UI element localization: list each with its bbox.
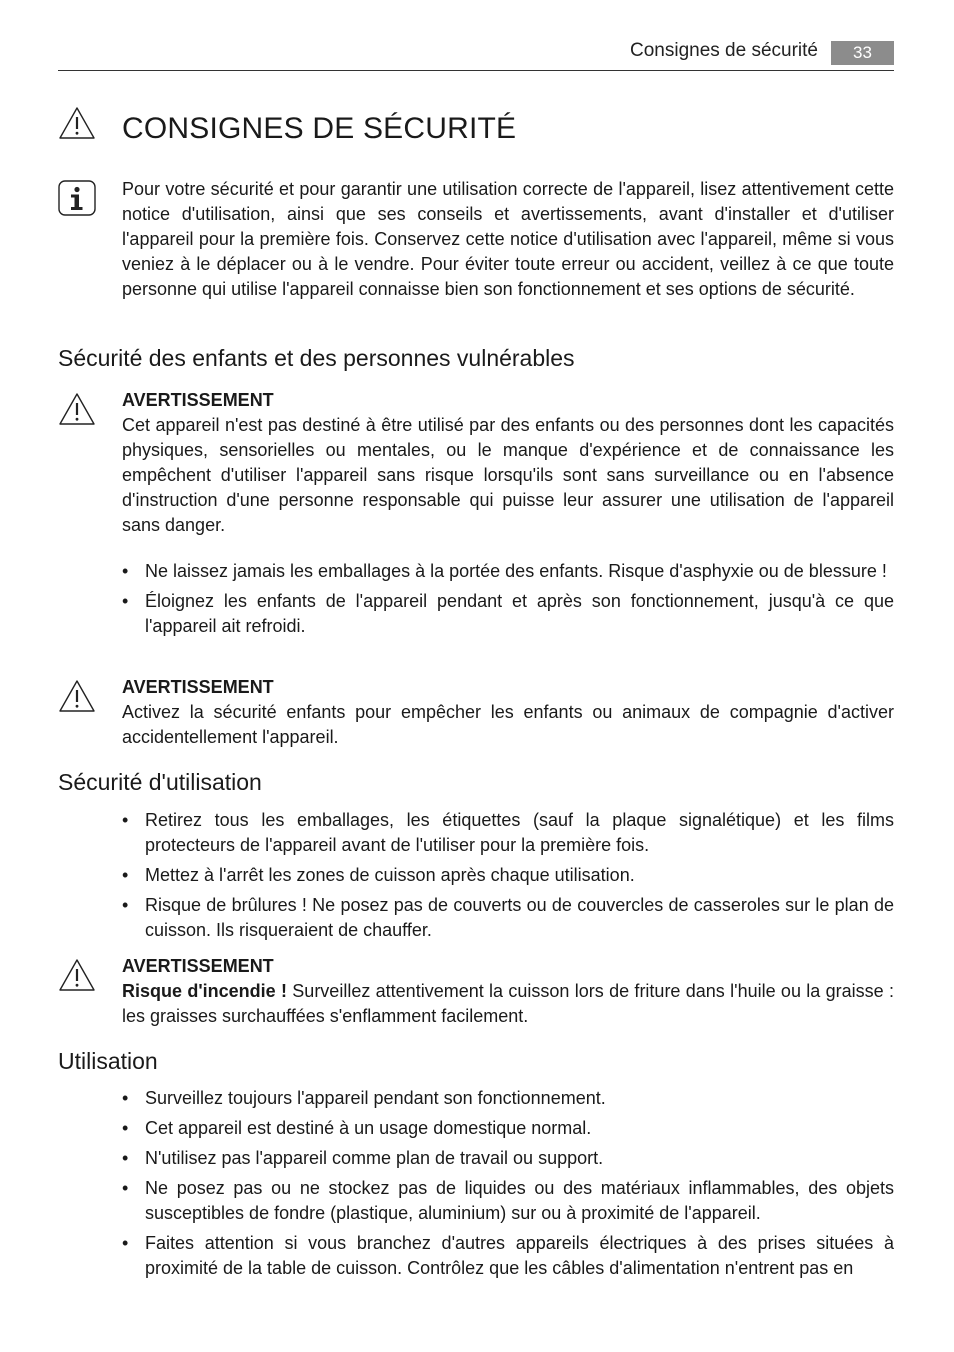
section-heading-children: Sécurité des enfants et des personnes vulnérables [58,345,575,371]
list-item: • Cet appareil est destiné à un usage domestique normal. [122,1116,894,1141]
fire-risk-text: Surveillez attentivement la cuisson lors de friture dans l'huile ou la graisse : les graisses surchauffées s'enflamment facilement. [122,981,894,1026]
warning-triangle-icon [58,106,96,140]
list-item: • N'utilisez pas l'appareil comme plan de travail ou support. [122,1146,894,1171]
warning-triangle-icon [58,392,96,426]
list-item: • Risque de brûlures ! Ne posez pas de couverts ou de couvercles de casseroles sur le plan de cuisson. Ils risqueraient de chauffer. [122,893,894,943]
list-item: • Retirez tous les emballages, les étiquettes (sauf la plaque signalétique) et les films protecteurs de l'appareil avant de l'utiliser pour la première fois. [122,808,894,858]
bullet-list-children [122,559,894,644]
warning-block-children [122,388,894,538]
warning-text: Activez la sécurité enfants pour empêcher les enfants ou animaux de compagnie d'activer accidentellement l'appareil. [122,702,894,747]
info-icon [58,180,96,216]
bullet-list-usage-safety [122,808,894,948]
warning-triangle-icon [58,958,96,992]
warning-label: AVERTISSEMENT [122,677,274,697]
list-item: • Éloignez les enfants de l'appareil pendant et après son fonctionnement, jusqu'à ce que l'appareil ait refroidi. [122,589,894,639]
list-item: • Ne laissez jamais les emballages à la portée des enfants. Risque d'asphyxie ou de blessure ! [122,559,894,584]
page-number: 33 [831,41,894,65]
list-item: • Surveillez toujours l'appareil pendant son fonctionnement. [122,1086,894,1111]
running-header-title: Consignes de sécurité [630,40,818,61]
intro-paragraph: Pour votre sécurité et pour garantir une utilisation correcte de l'appareil, lisez attentivement cette notice d'utilisation, ainsi que ses conseils et avertissements, avant d'installer et d'utiliser l'appareil pour la première fois. Conservez cette notice d'utilisation avec l'appareil, même si vous veniez à le déplacer ou à le vendre. Pour éviter toute erreur ou accident, veillez à ce que toute personne qui utilise l'appareil connaisse bien son fonctionnement et ses options de sécurité. [122,179,894,299]
list-item: • Ne posez pas ou ne stockez pas de liquides ou des matériaux inflammables, des objets susceptibles de fondre (plastique, aluminium) sur ou à proximité de l'appareil. [122,1176,894,1226]
list-item: • Mettez à l'arrêt les zones de cuisson après chaque utilisation. [122,863,894,888]
fire-risk-lead: Risque d'incendie ! [122,981,287,1001]
page-title: CONSIGNES DE SÉCURITÉ [122,112,517,145]
warning-label: AVERTISSEMENT [122,390,274,410]
section-heading-use: Utilisation [58,1048,158,1074]
list-item: • Faites attention si vous branchez d'autres appareils électriques à des prises situées à proximité de la table de cuisson. Contrôlez que les câbles d'alimentation n'entrent pas en [122,1231,894,1281]
warning-block-child-lock [122,675,894,750]
warning-label: AVERTISSEMENT [122,956,274,976]
warning-triangle-icon [58,679,96,713]
warning-text: Cet appareil n'est pas destiné à être utilisé par des enfants ou des personnes dont les capacités physiques, sensorielles ou mentales, ou le manque d'expérience et de connaissance les empêchent d'utiliser l'appareil sans risque lorsqu'ils sont sans surveillance ou en l'absence d'instruction d'une personne responsable qui puisse leur assurer une utilisation de l'appareil sans danger. [122,415,894,535]
warning-block-fire [122,954,894,1029]
bullet-list-use [122,1086,894,1286]
header-rule [58,70,894,71]
warning-text [122,979,894,1029]
section-heading-usage-safety: Sécurité d'utilisation [58,769,262,795]
